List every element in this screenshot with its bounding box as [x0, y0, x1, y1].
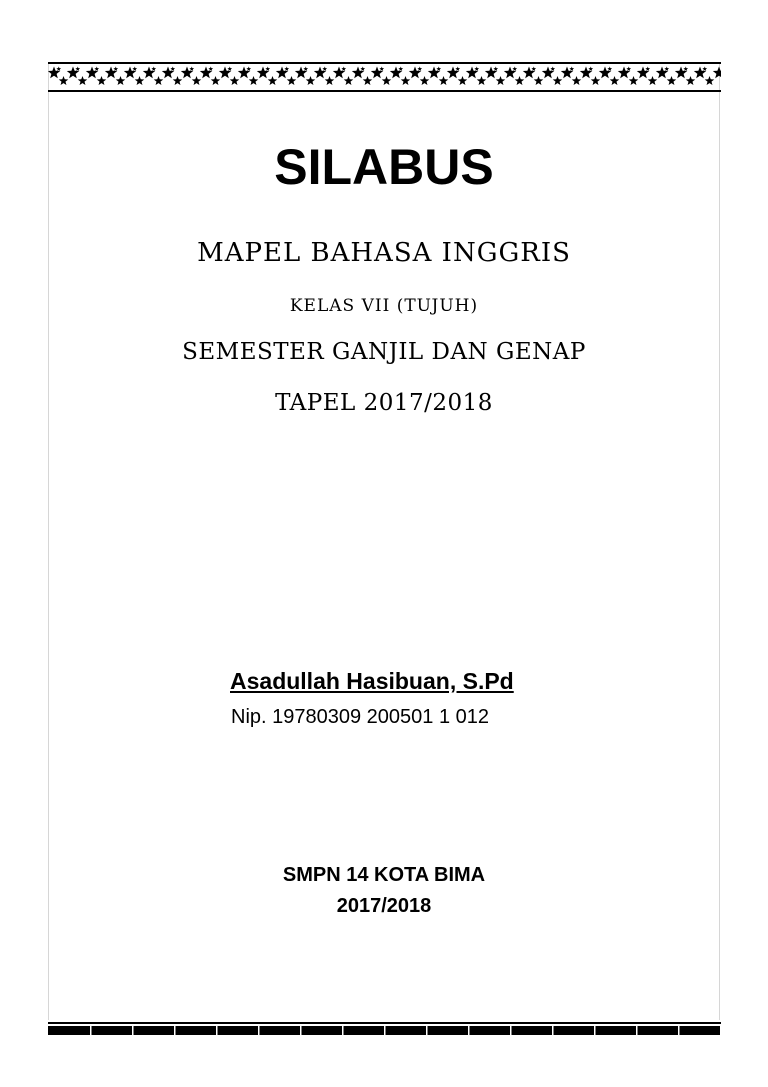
school-name: SMPN 14 KOTA BIMA — [282, 864, 486, 886]
school-year: 2017/2018 — [336, 895, 432, 917]
subject-line: MAPEL BAHASA INGGRIS — [197, 238, 571, 268]
class-line: KELAS VII (TUJUH) — [289, 296, 479, 316]
academic-year-line: TAPEL 2017/2018 — [275, 390, 493, 416]
document-title: SILABUS — [274, 139, 494, 195]
star-border-icon — [48, 62, 721, 92]
author-name: Asadullah Hasibuan, S.Pd — [230, 668, 514, 694]
dashed-bar-border-icon — [48, 1022, 721, 1036]
semester-line: SEMESTER GANJIL DAN GENAP — [182, 339, 586, 365]
author-nip: Nip. 19780309 200501 1 012 — [231, 706, 490, 728]
